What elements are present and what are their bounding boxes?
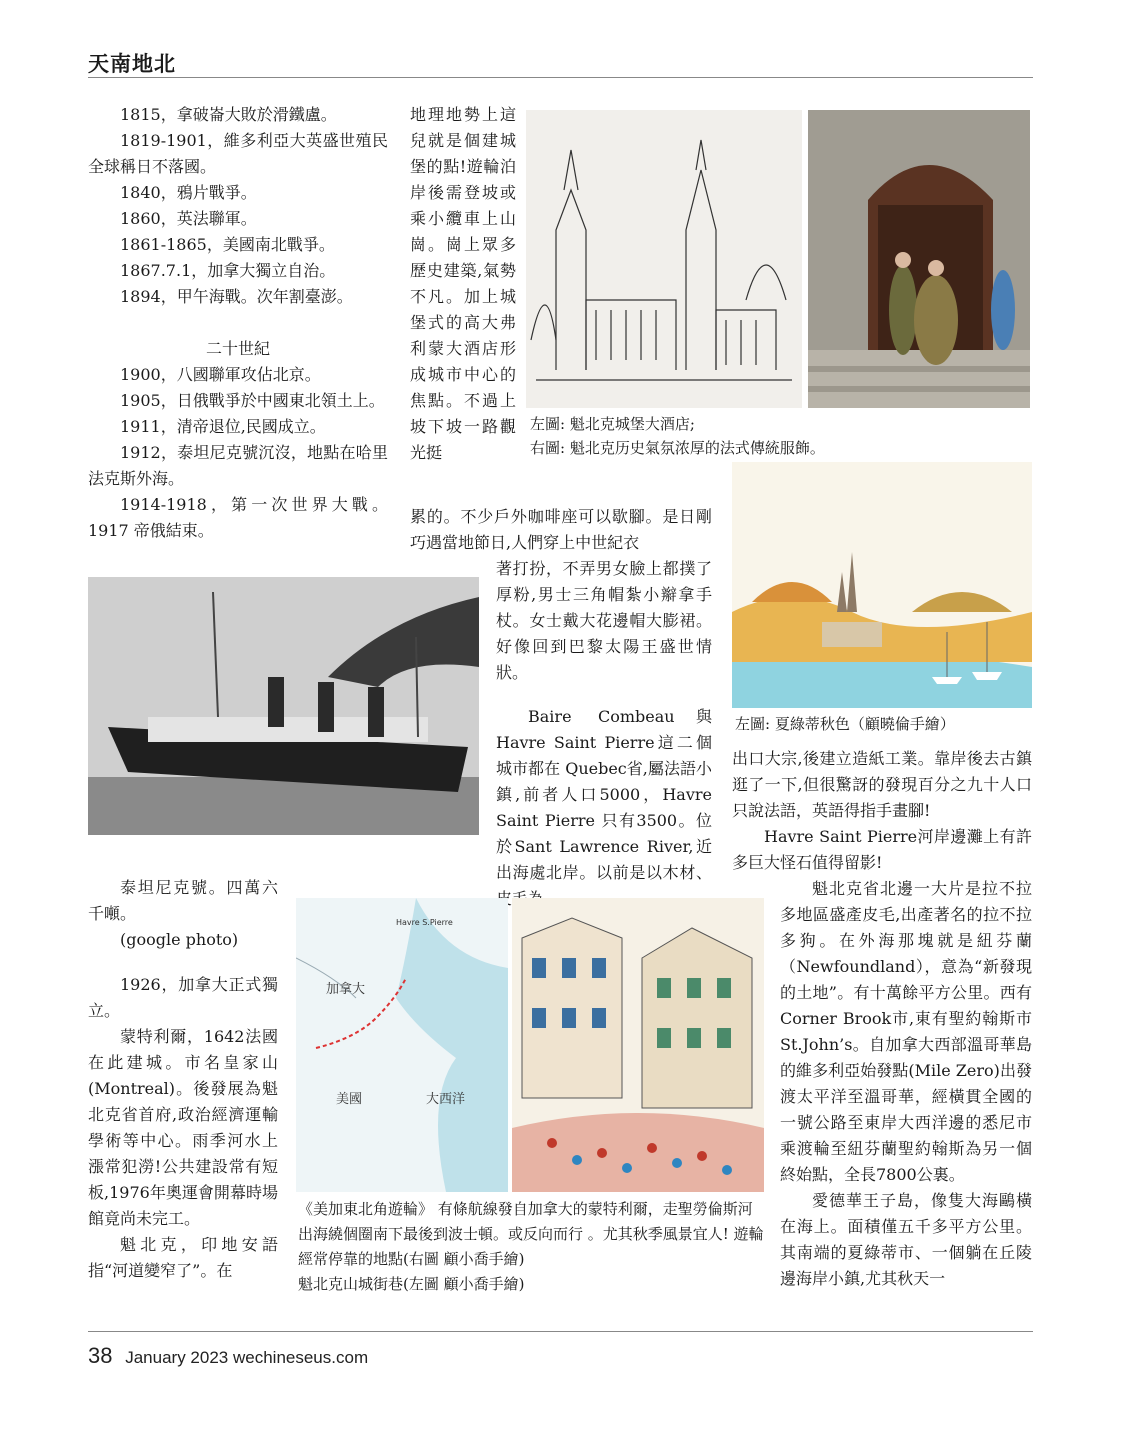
chronology-item: 1860，英法聯軍。 [120,209,257,228]
chronology-item: 1911，清帝退位,民國成立。 [120,417,326,436]
issue-date: January 2023 [125,1348,229,1367]
article-text-mid: 著打扮，不弄男女臉上都撲了厚粉,男士三角帽紮小辮拿手杖。女士戴大花邊帽大膨裙。好像回到巴黎太陽王盛世情狀。 [496,559,712,682]
titanic-caption-line: 泰坦尼克號。四萬六千噸。 [88,878,278,923]
chronology-subheading: 二十世紀 [205,339,270,358]
route-map-drawing [296,898,508,1192]
titanic-caption [88,875,278,953]
article-text-col3-b: 魁北克省北邊一大片是拉不拉多地區盛產皮毛,出產著名的拉不拉多狗。在外海那塊就是紐芬蘭（Newfoundland），意為“新發現的土地”。有十萬餘平方公里。西有 Corner Brook市,東有聖約翰斯市St.John’s。自加拿大西部溫哥華島的維多利亞始發點(Mile Zero)出發渡太平洋至溫哥華，經橫貫全國的一號公路至東岸大西洋邊的悉尼市乘渡輪至紐芬蘭聖約翰斯為另一個終始點，全長7800公裏。 愛德華王子島，像隻大海鷗橫在海上。面積僅五千多平方公里。其南端的夏綠蒂市、一個躺在丘陵邊海岸小鎮,尤其秋天一 [780,879,1032,1288]
watercolor-caption: 左圖: 夏綠蒂秋色（顧曉倫手繪） [735,715,955,733]
watercolor-drawing [732,462,1032,708]
chateau-sketch-drawing [526,110,802,408]
article-text-col3-a: 出口大宗,後建立造紙工業。靠岸後去古鎮逛了一下,但很驚訝的發現百分之九十人口只說法語，英語得指手畫腳! Havre Saint Pierre河岸邊灘上有許多巨大怪石值得留影! [732,749,1032,872]
titanic-photo [88,577,479,835]
chronology-item: 1912，泰坦尼克號沉沒，地點在哈里法克斯外海。 [88,443,388,488]
map-label-usa: 美國 [336,1092,363,1107]
sketch-caption-right: 右圖: 魁北克历史氣氛浓厚的法式傳統服飾。 [530,439,825,457]
article-text-col1-lower: 1926，加拿大正式獨立。 蒙特利爾，1642法國在此建城。市名皇家山(Montreal)。後發展為魁北克省首府,政治經濟運輸學術等中心。雨季河水上漲常犯澇!公共建設常有短板,1976年奧運會開幕時場館竟尚未完工。 魁北克，印地安語指“河道變窄了”。在 [88,975,278,1280]
chronology-item: 1867.7.1，加拿大獨立自治。 [120,261,336,280]
website-link[interactable]: wechineseus.com [232,1348,369,1367]
map-label-havre: Havre S.Pierre [396,918,453,927]
chronology-column [88,102,388,544]
chronology-item: 1819-1901，維多利亞大英盛世殖民全球稱日不落國。 [88,131,388,176]
chronology-item: 1894，甲午海戰。次年割臺澎。 [120,287,353,306]
titanic-caption-source: (google photo) [120,930,239,949]
article-text-wide: 累的。不少戶外咖啡座可以歇腳。是日剛巧遇當地節日,人們穿上中世紀衣 [410,507,712,552]
chronology-item: 1914-1918，第一次世界大戰。1917 帝俄結束。 [88,495,388,540]
article-text-lower: Baire Combeau與Havre Saint Pierre這二個城市都在 Quebec省,屬法語小鎮,前者人口5000，Havre Saint Pierre 只有3500。位於Sant Lawrence River,近出海處北岸。以前是以木材、 [496,707,712,882]
costume-photo [808,110,1030,408]
chronology-item: 1861-1865，美國南北戰爭。 [120,235,335,254]
footer-rule [88,1331,1033,1332]
charlottetown-watercolor [732,462,1032,708]
map-label-ocean: 大西洋 [426,1092,466,1107]
page-number: 38 [88,1343,113,1368]
article-text-narrow: 地理地勢上這兒就是個建城堡的點!遊輪泊岸後需登坡或乘小纜車上山崗。崗上眾多歷史建築,氣勢不凡。加上城堡式的高大弗利蒙大酒店形成城市中心的焦點。不過上坡下坡一路觀光挺 [410,105,516,462]
sketch-caption-left: 左圖: 魁北克城堡大酒店; [530,415,695,433]
header-rule [88,77,1033,78]
chronology-item: 1815，拿破崙大敗於滑鐵盧。 [120,105,337,124]
street-watercolor-drawing [512,898,764,1192]
cruise-route-map [296,898,508,1192]
map-caption-2: 魁北克山城街巷(左圖 顧小喬手繪) [298,1275,525,1293]
page-footer [88,1343,368,1369]
map-caption: 《美加東北角遊輪》 有條航線發自加拿大的蒙特利爾，走聖勞倫斯河出海繞個圈南下最後到波士頓。或反向而行 。尤其秋季風景宜人! 遊輪經常停靠的地點(右圖 顧小喬手繪) [298,1200,764,1268]
section-title: 天南地北 [88,51,176,76]
chronology-item: 1840，鴉片戰爭。 [120,183,257,202]
quebec-street-watercolor [512,898,764,1192]
chronology-item: 1900，八國聯軍攻佔北京。 [120,365,321,384]
costume-photo-drawing [808,110,1030,408]
titanic-photo-drawing [88,577,479,835]
chronology-item: 1905，日俄戰爭於中國東北領土上。 [120,391,385,410]
chateau-sketch-image [526,110,802,408]
map-label-canada: 加拿大 [326,982,366,997]
